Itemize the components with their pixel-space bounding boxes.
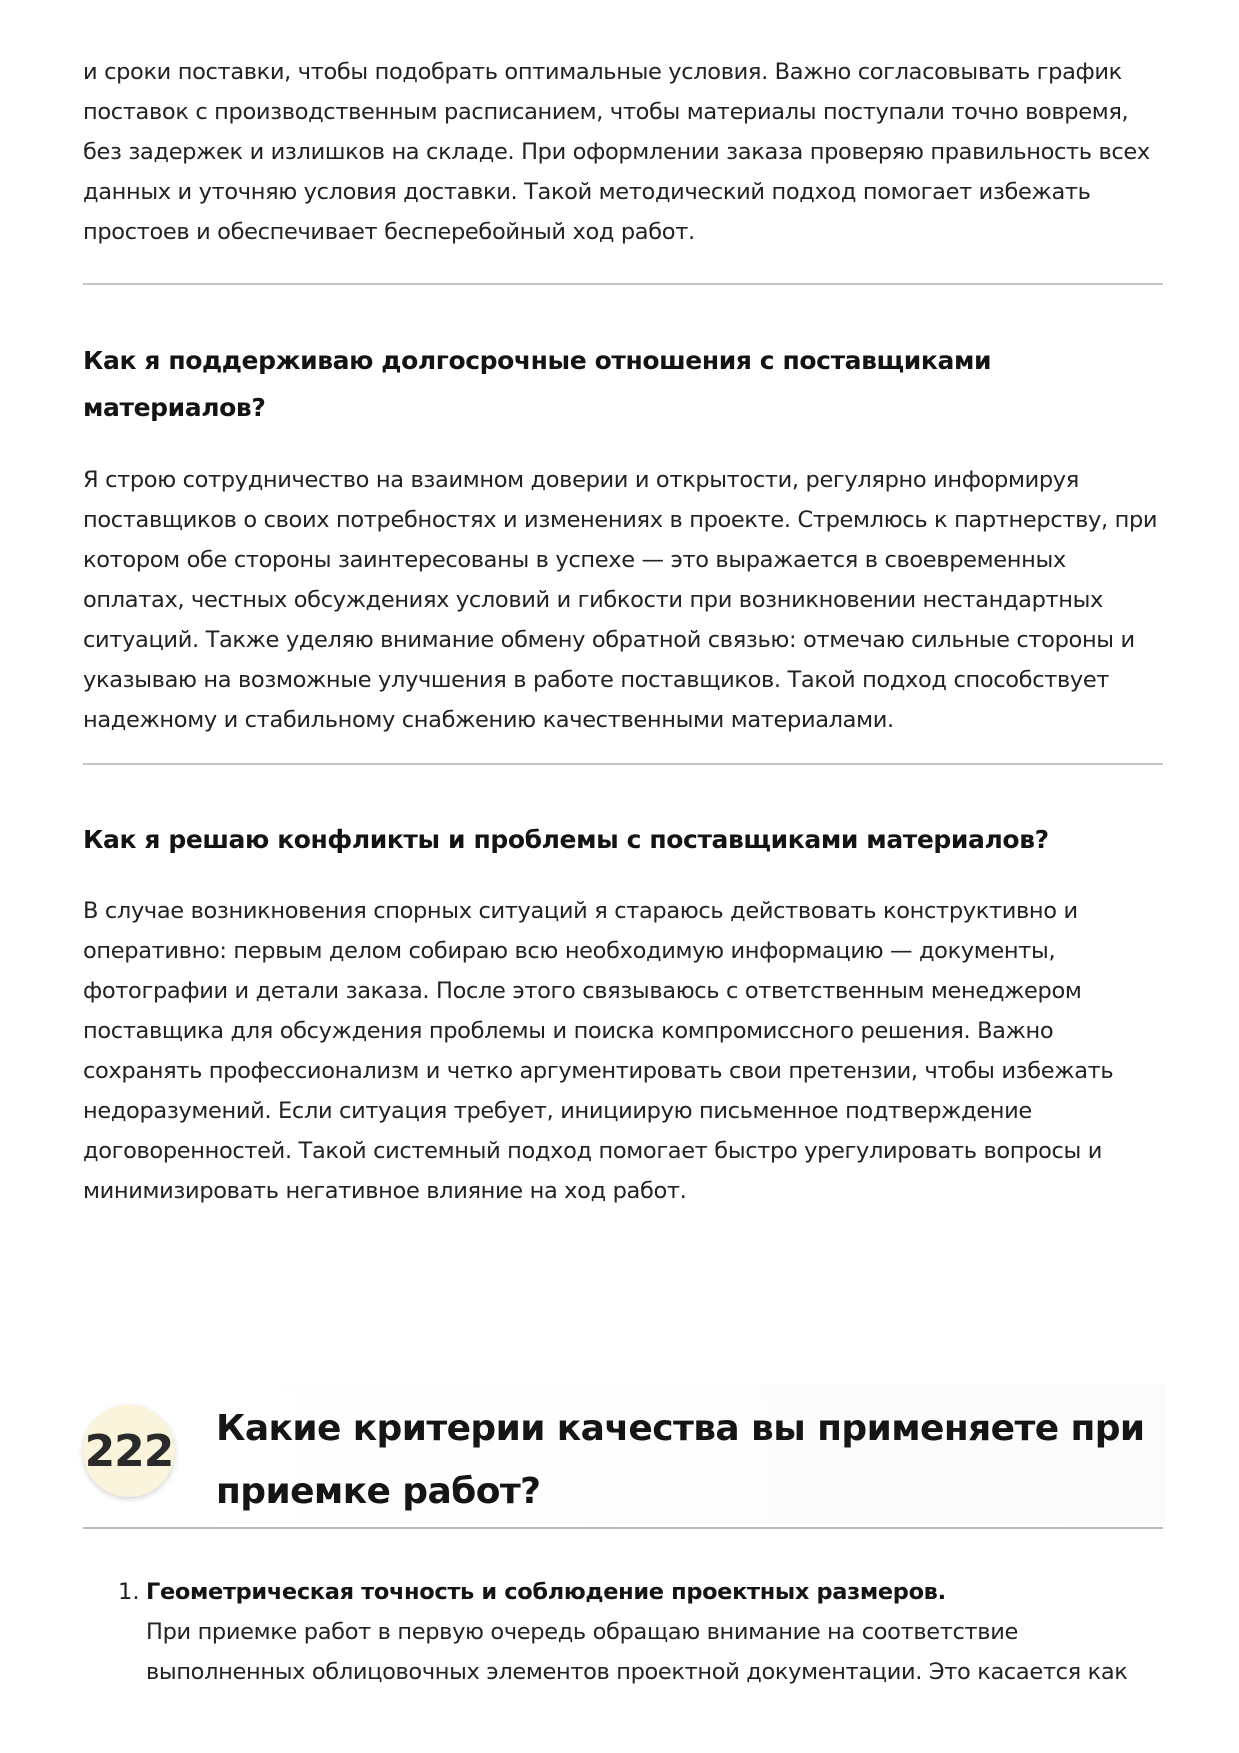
text-line: выполненных облицовочных элементов проектной документации. Это касается как xyxy=(146,1659,1128,1685)
answer-paragraph xyxy=(83,460,1157,740)
section-number-badge: 222 xyxy=(83,1405,175,1497)
text-line: минимизировать негативное влияние на ход работ. xyxy=(83,1178,687,1204)
text-line: фотографии и детали заказа. После этого связываюсь с ответственным менеджером xyxy=(83,978,1082,1004)
section-divider xyxy=(83,283,1163,285)
text-line: сохранять профессионализм и четко аргументировать свои претензии, чтобы избежать xyxy=(83,1058,1114,1084)
section-title-box xyxy=(216,1385,1163,1522)
title-line: приемке работ? xyxy=(216,1471,541,1512)
text-line: ситуаций. Также уделяю внимание обмену обратной связью: отмечаю сильные стороны и xyxy=(83,627,1135,653)
text-line: оплатах, честных обсуждениях условий и гибкости при возникновении нестандартных xyxy=(83,587,1104,613)
text-line: В случае возникновения спорных ситуаций я стараюсь действовать конструктивно и xyxy=(83,898,1078,924)
text-line: простоев и обеспечивает бесперебойный ход работ. xyxy=(83,219,695,245)
section-underline xyxy=(83,1527,1163,1529)
text-line: поставок с производственным расписанием, чтобы материалы поступали точно вовремя, xyxy=(83,99,1129,125)
section-title xyxy=(216,1397,1145,1523)
text-line: без задержек и излишков на складе. При оформлении заказа проверяю правильность всех xyxy=(83,139,1150,165)
list-item xyxy=(83,1572,1163,1692)
answer-paragraph xyxy=(83,891,1113,1211)
question-heading xyxy=(83,816,1049,863)
text-line: данных и уточняю условия доставки. Такой методический подход помогает избежать xyxy=(83,179,1091,205)
text-line: договоренностей. Такой системный подход помогает быстро урегулировать вопросы и xyxy=(83,1138,1103,1164)
text-line: оперативно: первым делом собираю всю необходимую информацию — документы, xyxy=(83,938,1056,964)
text-line: надежному и стабильному снабжению качественными материалами. xyxy=(83,707,894,733)
text-line: При приемке работ в первую очередь обращаю внимание на соответствие xyxy=(146,1619,1018,1645)
heading-line: Как я решаю конфликты и проблемы с поставщиками материалов? xyxy=(83,825,1049,854)
text-line: и сроки поставки, чтобы подобрать оптимальные условия. Важно согласовывать график xyxy=(83,59,1122,85)
heading-line: Как я поддерживаю долгосрочные отношения с поставщиками xyxy=(83,346,992,375)
title-line: Какие критерии качества вы применяете при xyxy=(216,1408,1145,1449)
text-line: поставщика для обсуждения проблемы и поиска компромиссного решения. Важно xyxy=(83,1018,1054,1044)
intro-paragraph xyxy=(83,52,1150,252)
section-divider xyxy=(83,763,1163,765)
section-header xyxy=(83,1385,1163,1530)
question-heading xyxy=(83,337,991,431)
text-line: котором обе стороны заинтересованы в успехе — это выражается в своевременных xyxy=(83,547,1066,573)
list-item-title: Геометрическая точность и соблюдение проектных размеров. xyxy=(146,1579,946,1605)
text-line: Я строю сотрудничество на взаимном доверии и открытости, регулярно информируя xyxy=(83,467,1079,493)
heading-line: материалов? xyxy=(83,393,266,422)
criteria-list xyxy=(83,1572,1163,1692)
text-line: поставщиков о своих потребностях и изменениях в проекте. Стремлюсь к партнерству, при xyxy=(83,507,1158,533)
text-line: недоразумений. Если ситуация требует, инициирую письменное подтверждение xyxy=(83,1098,1032,1124)
list-marker: 1. xyxy=(118,1579,140,1605)
text-line: указываю на возможные улучшения в работе поставщиков. Такой подход способствует xyxy=(83,667,1110,693)
